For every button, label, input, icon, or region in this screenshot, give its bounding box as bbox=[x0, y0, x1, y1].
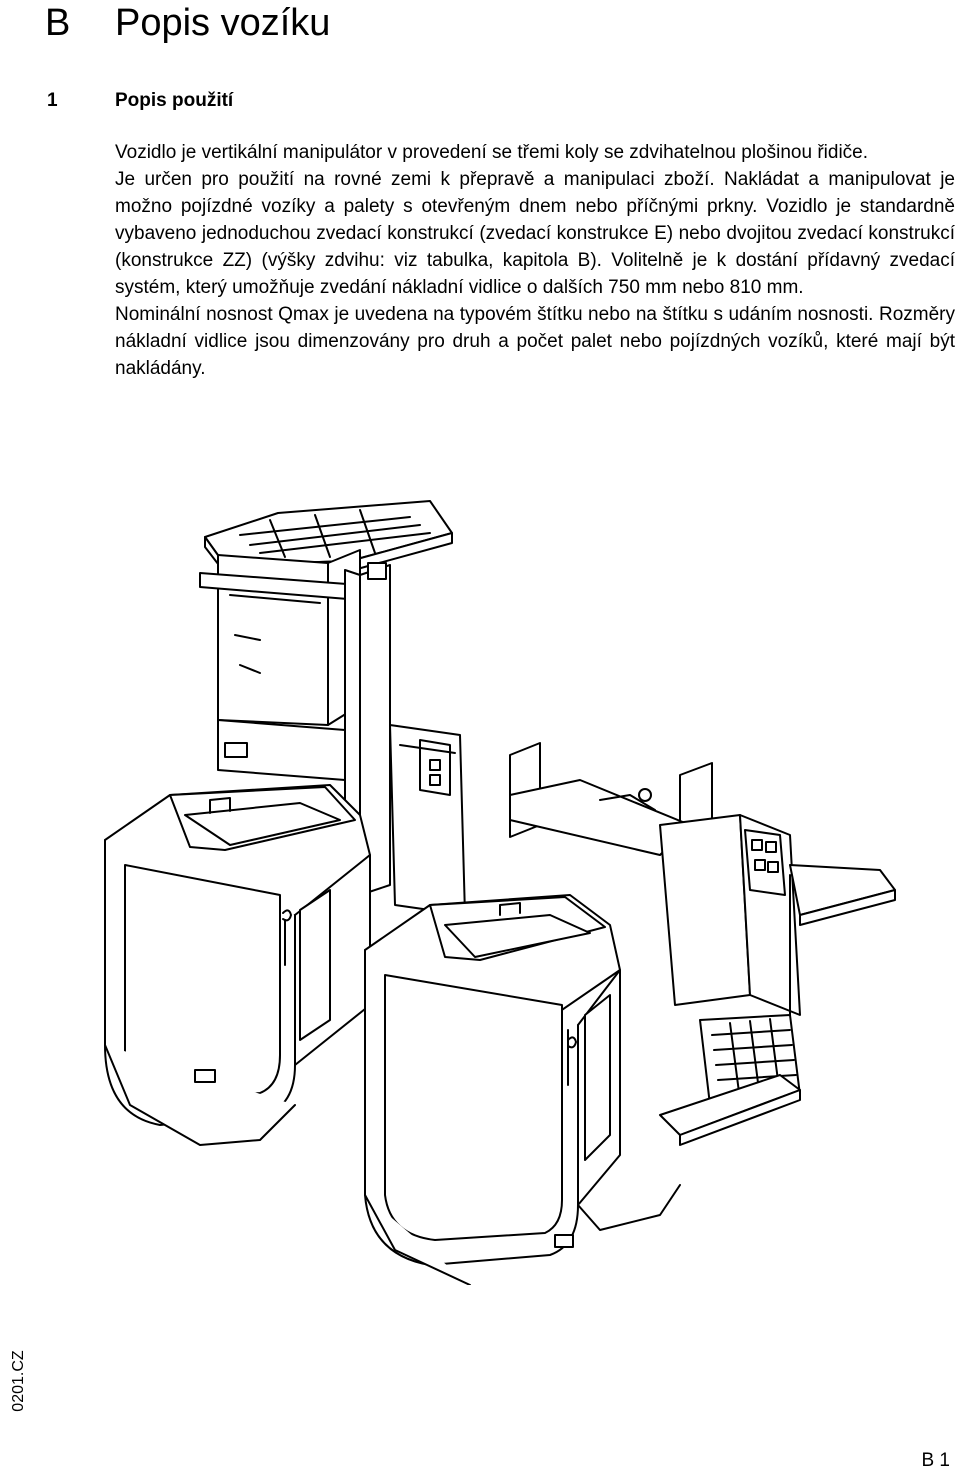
order-picker-truck-icon bbox=[100, 495, 900, 1285]
chapter-title: Popis vozíku bbox=[115, 2, 331, 44]
section-title: Popis použití bbox=[115, 90, 234, 111]
paragraph: Nominální nosnost Qmax je uvedena na typovém štítku nebo na štítku s udáním nosnosti. Rozměry nákladní vidlice jsou dimenzovány pro druh a počet palet nebo pojízdných vozíků, které mají být nakládány. bbox=[115, 304, 955, 379]
chapter-letter: B bbox=[45, 2, 71, 44]
paragraph: Je určen pro použití na rovné zemi k přepravě a manipulaci zboží. Nakládat a manipulovat je možno pojízdné vozíky a palety s otevřeným dnem nebo příčnými prkny. Vozidlo je standardně vybaveno jednoduchou zvedací konstrukcí (zvedací konstrukce E) nebo dvojitou zvedací konstrukcí (konstrukce ZZ) (výšky zdvihu: viz tabulka, kapitola B). Volitelně je k dostání přídavný zvedací systém, který umožňuje zvedání nákladní vidlice o dalších 750 mm nebo 810 mm. bbox=[115, 169, 955, 298]
truck-illustration bbox=[100, 495, 900, 1285]
section-number: 1 bbox=[47, 90, 58, 111]
body-text bbox=[115, 139, 955, 382]
document-code: 0201.CZ bbox=[10, 1350, 27, 1412]
paragraph: Vozidlo je vertikální manipulátor v provedení se třemi koly se zdvihatelnou plošinou řidiče. bbox=[115, 142, 869, 163]
page-number: B 1 bbox=[921, 1450, 950, 1471]
